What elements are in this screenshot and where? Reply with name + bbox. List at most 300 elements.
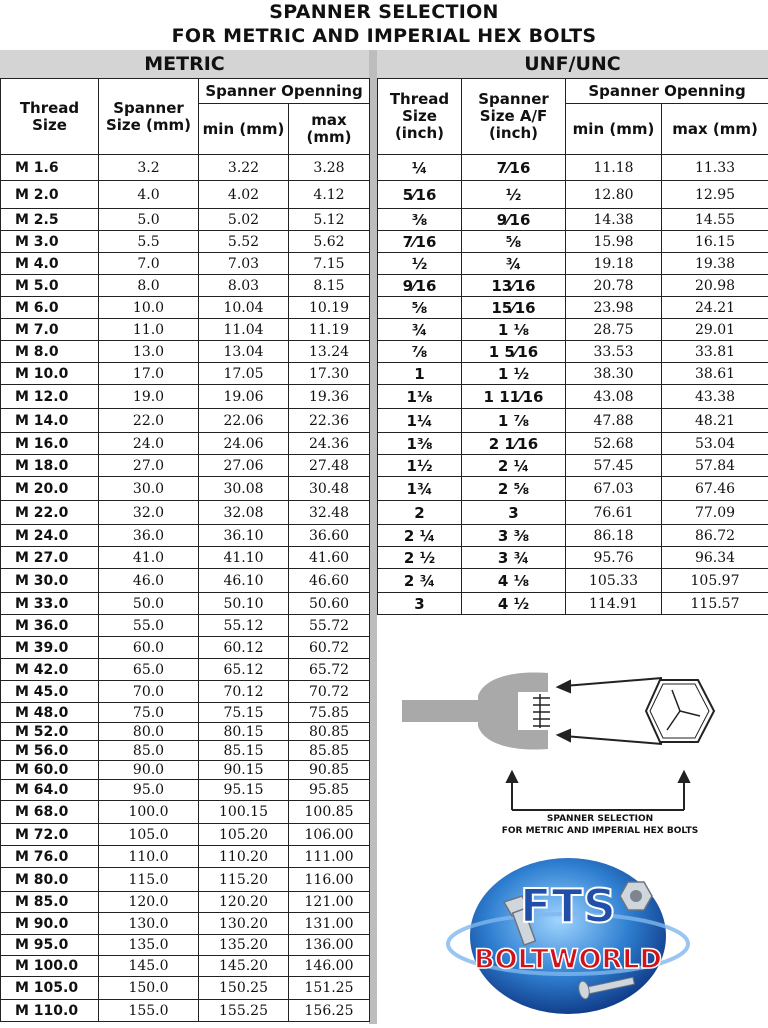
metric-max-opening-cell: 156.25 xyxy=(289,1000,370,1022)
metric-thread-size-cell: M 3.0 xyxy=(1,231,99,253)
unf-max-opening-cell: 57.84 xyxy=(662,455,768,477)
metric-min-opening-cell: 7.03 xyxy=(199,253,289,275)
unf-spanner-size-cell: 3 ⅜ xyxy=(462,525,566,547)
metric-table-row xyxy=(1,341,370,363)
unf-thread-size-cell: 3 xyxy=(378,593,462,615)
metric-thread-size-cell: M 72.0 xyxy=(1,824,99,846)
logo-boltworld-text: BOLTWORLD xyxy=(474,944,662,975)
metric-max-opening-cell: 30.48 xyxy=(289,477,370,501)
nut-icon xyxy=(620,882,652,910)
unf-thread-size-cell: 1⅜ xyxy=(378,433,462,455)
metric-spanner-size-cell: 155.0 xyxy=(99,1000,199,1022)
metric-table-row xyxy=(1,801,370,824)
unf-table-row xyxy=(378,297,768,319)
unf-table-row xyxy=(378,501,768,525)
metric-table-row xyxy=(1,477,370,501)
unf-max-opening-cell: 11.33 xyxy=(662,155,768,181)
metric-table-row xyxy=(1,637,370,659)
unf-table-row xyxy=(378,341,768,363)
unf-spanner-size-cell: 1 5⁄16 xyxy=(462,341,566,363)
unf-spanner-size-cell: ¾ xyxy=(462,253,566,275)
unf-thread-size-cell: 1½ xyxy=(378,455,462,477)
metric-thread-size-cell: M 90.0 xyxy=(1,913,99,935)
metric-table-row xyxy=(1,231,370,253)
metric-spanner-size-cell: 36.0 xyxy=(99,525,199,547)
unf-table-row xyxy=(378,477,768,501)
unf-table-row xyxy=(378,593,768,615)
metric-spanner-size-cell: 30.0 xyxy=(99,477,199,501)
metric-min-opening-cell: 22.06 xyxy=(199,409,289,433)
metric-table-row xyxy=(1,868,370,892)
metric-min-opening-cell: 5.02 xyxy=(199,209,289,231)
unf-thread-size-cell: 1¾ xyxy=(378,477,462,501)
metric-max-opening-cell: 24.36 xyxy=(289,433,370,455)
unf-spanner-size-cell: 13⁄16 xyxy=(462,275,566,297)
metric-thread-size-cell: M 4.0 xyxy=(1,253,99,275)
metric-min-opening-cell: 27.06 xyxy=(199,455,289,477)
metric-min-opening-cell: 19.06 xyxy=(199,385,289,409)
metric-section-label: METRIC xyxy=(0,50,369,78)
metric-max-opening-cell: 85.85 xyxy=(289,741,370,761)
metric-thread-size-cell: M 52.0 xyxy=(1,723,99,741)
metric-table-row xyxy=(1,935,370,956)
metric-table-row xyxy=(1,155,370,181)
unf-table-row xyxy=(378,409,768,433)
metric-max-opening-cell: 121.00 xyxy=(289,892,370,913)
metric-table-row xyxy=(1,181,370,209)
metric-min-opening-cell: 135.20 xyxy=(199,935,289,956)
metric-min-opening-cell: 90.15 xyxy=(199,761,289,780)
metric-spanner-size-cell: 60.0 xyxy=(99,637,199,659)
metric-thread-size-cell: M 105.0 xyxy=(1,977,99,1000)
unf-table-row xyxy=(378,547,768,569)
unf-max-opening-cell: 33.81 xyxy=(662,341,768,363)
metric-spanner-size-header: Spanner Size (mm) xyxy=(99,79,199,155)
metric-max-opening-cell: 100.85 xyxy=(289,801,370,824)
unf-spanner-size-cell: 2 1⁄16 xyxy=(462,433,566,455)
metric-min-opening-cell: 13.04 xyxy=(199,341,289,363)
metric-min-opening-cell: 24.06 xyxy=(199,433,289,455)
metric-thread-size-cell: M 95.0 xyxy=(1,935,99,956)
unf-min-opening-cell: 52.68 xyxy=(566,433,662,455)
unf-spanner-size-cell: 3 ¾ xyxy=(462,547,566,569)
metric-table-row xyxy=(1,846,370,868)
unf-table-row xyxy=(378,569,768,593)
unf-table-row xyxy=(378,319,768,341)
metric-spanner-size-cell: 120.0 xyxy=(99,892,199,913)
metric-table-row xyxy=(1,593,370,615)
metric-max-opening-cell: 95.85 xyxy=(289,780,370,801)
unf-spanner-size-cell: 15⁄16 xyxy=(462,297,566,319)
metric-max-opening-cell: 32.48 xyxy=(289,501,370,525)
unf-max-opening-cell: 38.61 xyxy=(662,363,768,385)
metric-spanner-size-cell: 11.0 xyxy=(99,319,199,341)
unf-table-row xyxy=(378,363,768,385)
metric-max-opening-cell: 13.24 xyxy=(289,341,370,363)
metric-max-opening-cell: 70.72 xyxy=(289,681,370,703)
spanner-head xyxy=(478,672,548,749)
unf-max-opening-cell: 77.09 xyxy=(662,501,768,525)
unf-thread-size-cell: 5⁄16 xyxy=(378,181,462,209)
unf-thread-size-cell: 9⁄16 xyxy=(378,275,462,297)
metric-thread-size-cell: M 80.0 xyxy=(1,868,99,892)
spanner-handle xyxy=(402,700,484,722)
metric-thread-size-cell: M 56.0 xyxy=(1,741,99,761)
metric-max-opening-cell: 131.00 xyxy=(289,913,370,935)
metric-spanner-size-cell: 145.0 xyxy=(99,956,199,977)
page-title: SPANNER SELECTION xyxy=(0,1,768,23)
unf-min-header: min (mm) xyxy=(566,104,662,155)
metric-table-row xyxy=(1,409,370,433)
illustration-panel xyxy=(378,618,768,1024)
unf-thread-size-cell: 7⁄16 xyxy=(378,231,462,253)
unf-min-opening-cell: 14.38 xyxy=(566,209,662,231)
metric-thread-size-cell: M 27.0 xyxy=(1,547,99,569)
metric-max-opening-cell: 27.48 xyxy=(289,455,370,477)
metric-spanner-size-cell: 8.0 xyxy=(99,275,199,297)
unf-thread-size-cell: 1⅛ xyxy=(378,385,462,409)
unf-min-opening-cell: 67.03 xyxy=(566,477,662,501)
metric-table xyxy=(0,78,370,1022)
metric-spanner-size-cell: 4.0 xyxy=(99,181,199,209)
unf-max-opening-cell: 24.21 xyxy=(662,297,768,319)
metric-table-row xyxy=(1,433,370,455)
metric-thread-size-cell: M 100.0 xyxy=(1,956,99,977)
metric-min-opening-cell: 155.25 xyxy=(199,1000,289,1022)
metric-spanner-size-cell: 3.2 xyxy=(99,155,199,181)
metric-min-opening-cell: 145.20 xyxy=(199,956,289,977)
metric-max-opening-cell: 41.60 xyxy=(289,547,370,569)
unf-thread-size-cell: 2 ¼ xyxy=(378,525,462,547)
metric-min-opening-cell: 36.10 xyxy=(199,525,289,547)
unf-table-row xyxy=(378,181,768,209)
unf-thread-size-cell: 1¼ xyxy=(378,409,462,433)
metric-table-row xyxy=(1,761,370,780)
metric-min-opening-cell: 4.02 xyxy=(199,181,289,209)
metric-min-opening-cell: 50.10 xyxy=(199,593,289,615)
metric-max-opening-cell: 55.72 xyxy=(289,615,370,637)
unf-max-opening-cell: 16.15 xyxy=(662,231,768,253)
unf-spanner-size-cell: 3 xyxy=(462,501,566,525)
metric-thread-size-cell: M 6.0 xyxy=(1,297,99,319)
unf-thread-size-cell: 2 ½ xyxy=(378,547,462,569)
metric-min-opening-cell: 80.15 xyxy=(199,723,289,741)
unf-thread-size-cell: 1 xyxy=(378,363,462,385)
unf-spanner-size-header: Spanner Size A/F (inch) xyxy=(462,79,566,155)
metric-min-opening-cell: 150.25 xyxy=(199,977,289,1000)
metric-min-opening-cell: 85.15 xyxy=(199,741,289,761)
metric-table-row xyxy=(1,703,370,723)
metric-thread-size-cell: M 68.0 xyxy=(1,801,99,824)
unf-min-opening-cell: 86.18 xyxy=(566,525,662,547)
metric-thread-size-cell: M 7.0 xyxy=(1,319,99,341)
metric-min-opening-cell: 32.08 xyxy=(199,501,289,525)
unf-max-opening-cell: 14.55 xyxy=(662,209,768,231)
unf-max-opening-cell: 12.95 xyxy=(662,181,768,209)
unf-max-opening-cell: 19.38 xyxy=(662,253,768,275)
metric-max-opening-cell: 8.15 xyxy=(289,275,370,297)
metric-max-opening-cell: 22.36 xyxy=(289,409,370,433)
metric-spanner-size-cell: 80.0 xyxy=(99,723,199,741)
metric-max-opening-cell: 60.72 xyxy=(289,637,370,659)
metric-max-opening-cell: 7.15 xyxy=(289,253,370,275)
metric-spanner-size-cell: 135.0 xyxy=(99,935,199,956)
unf-min-opening-cell: 105.33 xyxy=(566,569,662,593)
metric-min-opening-cell: 115.20 xyxy=(199,868,289,892)
metric-max-opening-cell: 46.60 xyxy=(289,569,370,593)
metric-thread-size-cell: M 85.0 xyxy=(1,892,99,913)
metric-max-opening-cell: 17.30 xyxy=(289,363,370,385)
unf-max-opening-cell: 96.34 xyxy=(662,547,768,569)
metric-thread-size-cell: M 45.0 xyxy=(1,681,99,703)
unf-table-row xyxy=(378,385,768,409)
unf-max-opening-cell: 29.01 xyxy=(662,319,768,341)
diagram-caption-line1: SPANNER SELECTION xyxy=(470,814,730,824)
metric-max-opening-cell: 75.85 xyxy=(289,703,370,723)
metric-thread-size-cell: M 22.0 xyxy=(1,501,99,525)
unf-spanner-size-cell: 2 ¼ xyxy=(462,455,566,477)
metric-min-opening-cell: 95.15 xyxy=(199,780,289,801)
unf-min-opening-cell: 19.18 xyxy=(566,253,662,275)
metric-min-opening-cell: 10.04 xyxy=(199,297,289,319)
metric-thread-size-cell: M 5.0 xyxy=(1,275,99,297)
unf-table-row xyxy=(378,155,768,181)
metric-thread-size-cell: M 110.0 xyxy=(1,1000,99,1022)
metric-spanner-size-cell: 50.0 xyxy=(99,593,199,615)
metric-spanner-size-cell: 100.0 xyxy=(99,801,199,824)
metric-min-opening-cell: 8.03 xyxy=(199,275,289,297)
unf-thread-size-cell: 2 ¾ xyxy=(378,569,462,593)
metric-table-row xyxy=(1,297,370,319)
metric-spanner-size-cell: 110.0 xyxy=(99,846,199,868)
metric-min-opening-cell: 110.20 xyxy=(199,846,289,868)
unf-min-opening-cell: 76.61 xyxy=(566,501,662,525)
unf-thread-size-cell: ½ xyxy=(378,253,462,275)
metric-spanner-size-cell: 17.0 xyxy=(99,363,199,385)
unf-max-opening-cell: 43.38 xyxy=(662,385,768,409)
unf-min-opening-cell: 12.80 xyxy=(566,181,662,209)
metric-spanner-size-cell: 115.0 xyxy=(99,868,199,892)
unf-thread-size-cell: ⅝ xyxy=(378,297,462,319)
unf-table-row xyxy=(378,455,768,477)
unf-thread-size-cell: ¼ xyxy=(378,155,462,181)
unf-thread-size-cell: ⅜ xyxy=(378,209,462,231)
metric-max-opening-cell: 4.12 xyxy=(289,181,370,209)
metric-thread-size-cell: M 76.0 xyxy=(1,846,99,868)
metric-spanner-size-cell: 24.0 xyxy=(99,433,199,455)
metric-spanner-size-cell: 90.0 xyxy=(99,761,199,780)
metric-min-opening-cell: 5.52 xyxy=(199,231,289,253)
metric-thread-size-cell: M 10.0 xyxy=(1,363,99,385)
unf-table-row xyxy=(378,433,768,455)
metric-min-opening-cell: 3.22 xyxy=(199,155,289,181)
unf-min-opening-cell: 57.45 xyxy=(566,455,662,477)
metric-max-opening-cell: 80.85 xyxy=(289,723,370,741)
boltworld-logo xyxy=(378,844,768,1024)
metric-spanner-size-cell: 10.0 xyxy=(99,297,199,319)
metric-spanner-size-cell: 46.0 xyxy=(99,569,199,593)
metric-table-row xyxy=(1,892,370,913)
metric-table-row xyxy=(1,913,370,935)
unf-spanner-size-cell: 1 ½ xyxy=(462,363,566,385)
metric-spanner-size-cell: 5.5 xyxy=(99,231,199,253)
unf-table-row xyxy=(378,209,768,231)
metric-max-opening-cell: 5.12 xyxy=(289,209,370,231)
unf-max-opening-cell: 86.72 xyxy=(662,525,768,547)
unf-spanner-size-cell: 1 ⅛ xyxy=(462,319,566,341)
metric-spanner-size-cell: 7.0 xyxy=(99,253,199,275)
gauge-lines xyxy=(533,694,550,728)
metric-max-opening-cell: 50.60 xyxy=(289,593,370,615)
metric-table-row xyxy=(1,363,370,385)
metric-max-opening-cell: 10.19 xyxy=(289,297,370,319)
metric-spanner-size-cell: 41.0 xyxy=(99,547,199,569)
metric-thread-size-cell: M 14.0 xyxy=(1,409,99,433)
metric-spanner-size-cell: 32.0 xyxy=(99,501,199,525)
unf-table xyxy=(377,78,768,615)
metric-spanner-size-cell: 95.0 xyxy=(99,780,199,801)
metric-thread-size-cell: M 2.0 xyxy=(1,181,99,209)
metric-thread-size-cell: M 33.0 xyxy=(1,593,99,615)
metric-min-opening-cell: 11.04 xyxy=(199,319,289,341)
metric-min-opening-cell: 41.10 xyxy=(199,547,289,569)
metric-min-opening-cell: 130.20 xyxy=(199,913,289,935)
metric-table-row xyxy=(1,615,370,637)
unf-min-opening-cell: 20.78 xyxy=(566,275,662,297)
metric-spanner-size-cell: 105.0 xyxy=(99,824,199,846)
metric-spanner-size-cell: 70.0 xyxy=(99,681,199,703)
metric-thread-size-cell: M 30.0 xyxy=(1,569,99,593)
metric-max-opening-cell: 11.19 xyxy=(289,319,370,341)
metric-table-row xyxy=(1,501,370,525)
metric-thread-size-cell: M 36.0 xyxy=(1,615,99,637)
metric-max-opening-cell: 146.00 xyxy=(289,956,370,977)
metric-table-row xyxy=(1,780,370,801)
metric-max-opening-cell: 36.60 xyxy=(289,525,370,547)
metric-thread-size-cell: M 24.0 xyxy=(1,525,99,547)
metric-max-opening-cell: 65.72 xyxy=(289,659,370,681)
metric-max-opening-cell: 111.00 xyxy=(289,846,370,868)
unf-max-opening-cell: 105.97 xyxy=(662,569,768,593)
metric-spanner-size-cell: 150.0 xyxy=(99,977,199,1000)
metric-table-row xyxy=(1,723,370,741)
metric-thread-size-cell: M 39.0 xyxy=(1,637,99,659)
metric-min-opening-cell: 46.10 xyxy=(199,569,289,593)
unf-table-row xyxy=(378,253,768,275)
unf-max-opening-cell: 48.21 xyxy=(662,409,768,433)
metric-table-row xyxy=(1,659,370,681)
metric-thread-size-cell: M 12.0 xyxy=(1,385,99,409)
unf-min-opening-cell: 33.53 xyxy=(566,341,662,363)
metric-thread-size-cell: M 16.0 xyxy=(1,433,99,455)
metric-spanner-size-cell: 65.0 xyxy=(99,659,199,681)
metric-spanner-size-cell: 22.0 xyxy=(99,409,199,433)
metric-spanner-size-cell: 13.0 xyxy=(99,341,199,363)
metric-max-opening-cell: 5.62 xyxy=(289,231,370,253)
metric-min-opening-cell: 65.12 xyxy=(199,659,289,681)
unf-spanner-opening-header: Spanner Openning xyxy=(566,79,768,104)
metric-max-opening-cell: 19.36 xyxy=(289,385,370,409)
column-divider xyxy=(369,50,377,1024)
metric-max-opening-cell: 116.00 xyxy=(289,868,370,892)
unf-spanner-size-cell: 1 ⅞ xyxy=(462,409,566,433)
metric-min-opening-cell: 60.12 xyxy=(199,637,289,659)
metric-max-header: max (mm) xyxy=(289,104,370,155)
metric-table-row xyxy=(1,319,370,341)
unf-thread-size-cell: ¾ xyxy=(378,319,462,341)
metric-table-row xyxy=(1,275,370,297)
metric-thread-size-header: Thread Size xyxy=(1,79,99,155)
metric-thread-size-cell: M 48.0 xyxy=(1,703,99,723)
unf-min-opening-cell: 38.30 xyxy=(566,363,662,385)
metric-max-opening-cell: 151.25 xyxy=(289,977,370,1000)
metric-table-row xyxy=(1,547,370,569)
unf-min-opening-cell: 15.98 xyxy=(566,231,662,253)
unf-spanner-size-cell: 2 ⅝ xyxy=(462,477,566,501)
metric-max-opening-cell: 106.00 xyxy=(289,824,370,846)
metric-spanner-size-cell: 130.0 xyxy=(99,913,199,935)
unf-max-opening-cell: 115.57 xyxy=(662,593,768,615)
unf-min-opening-cell: 114.91 xyxy=(566,593,662,615)
unf-min-opening-cell: 11.18 xyxy=(566,155,662,181)
unf-spanner-size-cell: 4 ⅛ xyxy=(462,569,566,593)
unf-thread-size-header: Thread Size (inch) xyxy=(378,79,462,155)
unf-spanner-size-cell: 9⁄16 xyxy=(462,209,566,231)
metric-table-row xyxy=(1,455,370,477)
unf-section-label: UNF/UNC xyxy=(377,50,768,78)
metric-table-row xyxy=(1,569,370,593)
unf-spanner-size-cell: 7⁄16 xyxy=(462,155,566,181)
metric-table-row xyxy=(1,1000,370,1022)
unf-min-opening-cell: 23.98 xyxy=(566,297,662,319)
metric-max-opening-cell: 3.28 xyxy=(289,155,370,181)
metric-table-row xyxy=(1,977,370,1000)
unf-table-row xyxy=(378,275,768,297)
metric-table-row xyxy=(1,741,370,761)
metric-min-opening-cell: 120.20 xyxy=(199,892,289,913)
unf-min-opening-cell: 95.76 xyxy=(566,547,662,569)
unf-min-opening-cell: 28.75 xyxy=(566,319,662,341)
unf-max-opening-cell: 53.04 xyxy=(662,433,768,455)
metric-thread-size-cell: M 60.0 xyxy=(1,761,99,780)
unf-max-header: max (mm) xyxy=(662,104,768,155)
metric-thread-size-cell: M 42.0 xyxy=(1,659,99,681)
metric-table-row xyxy=(1,525,370,547)
diagram-caption-line2: FOR METRIC AND IMPERIAL HEX BOLTS xyxy=(470,826,730,836)
metric-spanner-size-cell: 85.0 xyxy=(99,741,199,761)
unf-spanner-size-cell: 4 ½ xyxy=(462,593,566,615)
metric-thread-size-cell: M 1.6 xyxy=(1,155,99,181)
unf-spanner-size-cell: 1 11⁄16 xyxy=(462,385,566,409)
metric-min-opening-cell: 55.12 xyxy=(199,615,289,637)
unf-max-opening-cell: 67.46 xyxy=(662,477,768,501)
metric-table-row xyxy=(1,824,370,846)
unf-min-opening-cell: 47.88 xyxy=(566,409,662,433)
metric-min-opening-cell: 100.15 xyxy=(199,801,289,824)
logo-fts-text: FTS xyxy=(520,879,616,933)
unf-min-opening-cell: 43.08 xyxy=(566,385,662,409)
metric-thread-size-cell: M 64.0 xyxy=(1,780,99,801)
metric-thread-size-cell: M 2.5 xyxy=(1,209,99,231)
metric-max-opening-cell: 136.00 xyxy=(289,935,370,956)
metric-min-opening-cell: 105.20 xyxy=(199,824,289,846)
metric-spanner-size-cell: 55.0 xyxy=(99,615,199,637)
unf-table-row xyxy=(378,525,768,547)
metric-table-row xyxy=(1,956,370,977)
metric-table-row xyxy=(1,681,370,703)
metric-min-opening-cell: 30.08 xyxy=(199,477,289,501)
metric-spanner-opening-header: Spanner Openning xyxy=(199,79,370,104)
